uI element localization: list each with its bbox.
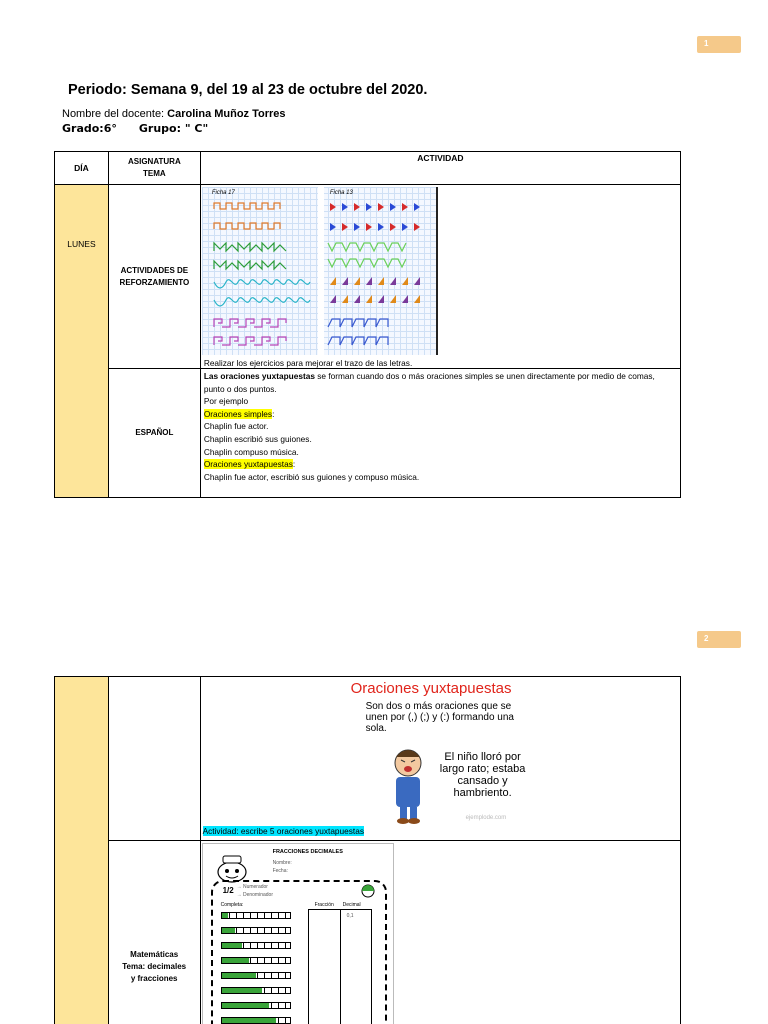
grado-label: Grado:6° xyxy=(62,122,117,135)
yuxtapuestas-label: Oraciones yuxtapuestas xyxy=(203,459,293,470)
tracing-patterns xyxy=(202,187,438,355)
fraction-example: 1/2 xyxy=(222,886,234,895)
espanol-example-label: Por ejemplo xyxy=(203,396,249,407)
half-circle-icon xyxy=(361,884,375,898)
tracing-exercise-image xyxy=(202,187,438,355)
header-dia: DÍA xyxy=(55,152,109,185)
schedule-table-2 xyxy=(54,676,681,1024)
fraction-bar xyxy=(221,942,291,949)
activity-yuxtapuestas xyxy=(200,677,680,841)
completa-label: Completa: xyxy=(220,902,244,908)
fraction-bar xyxy=(221,927,291,934)
day-cell: LUNES xyxy=(55,185,109,498)
yuxtapuestas-infographic xyxy=(346,677,546,827)
fraction-bar xyxy=(221,912,291,919)
simple-sentence-2: Chaplin escribió sus guiones. xyxy=(203,433,312,444)
header-asignatura-label: ASIGNATURA xyxy=(127,157,181,166)
activity-instruction-wrap xyxy=(203,821,364,839)
decimal-header: Decimal xyxy=(342,902,361,908)
grupo-label: Grupo: " C" xyxy=(138,122,209,135)
simple-sentence-1: Chaplin fue actor. xyxy=(203,421,269,432)
page-number-badge: 1 xyxy=(697,36,741,53)
espanol-simple-line xyxy=(204,408,677,421)
fraction-bar xyxy=(221,987,291,994)
worksheet-label-right: Ficha 13 xyxy=(329,190,353,196)
fraction-bar xyxy=(221,1017,291,1024)
header-asignatura xyxy=(108,152,200,185)
fraction-bar xyxy=(221,1002,291,1009)
subject-matematicas-line1: Matemáticas xyxy=(130,950,179,959)
fraccion-header: Fracción xyxy=(314,902,334,908)
fraction-bar-fill xyxy=(222,958,249,963)
subject-espanol: ESPAÑOL xyxy=(108,369,200,498)
infographic-example: El niño lloró por largo rato; estaba cansado y hambriento. xyxy=(439,751,526,799)
activity-reforzamiento xyxy=(200,185,680,369)
activity-espanol xyxy=(200,369,680,498)
infographic-definition: Son dos o más oraciones que se unen por (,) (;) y (:) formando una sola. xyxy=(365,701,514,734)
espanol-intro-bold: Las oraciones yuxtapuestas xyxy=(203,371,315,381)
fraction-bar-fill xyxy=(222,928,236,933)
teacher-line xyxy=(62,108,286,120)
subject-reforzamiento: ACTIVIDADES DE REFORZAMIENTO xyxy=(108,185,200,369)
page-number-badge-2: 2 xyxy=(697,631,741,648)
subject-matematicas-line2: Tema: decimales xyxy=(122,962,187,971)
denominador-label: → Denominador xyxy=(236,892,273,898)
yuxtapuesta-sentence: Chaplin fue actor, escribió sus guiones y compuso música. xyxy=(203,471,420,482)
simple-sentences-label: Oraciones simples xyxy=(203,408,273,419)
simple-sentence-3: Chaplin compuso música. xyxy=(203,446,299,457)
fraction-bar-fill xyxy=(222,1018,276,1023)
espanol-yux-line xyxy=(204,458,677,471)
subject-cell-empty xyxy=(108,677,200,841)
subject-matematicas-line3: y fracciones xyxy=(130,974,178,983)
fraction-bar xyxy=(221,972,291,979)
page-title: Periodo: Semana 9, del 19 al 23 de octubre del 2020. xyxy=(68,82,428,98)
teacher-label: Nombre del docente: xyxy=(62,108,168,120)
day-cell-2 xyxy=(55,677,109,1024)
fracciones-worksheet xyxy=(202,843,394,1024)
espanol-intro-rest: se forman cuando dos o más oraciones simples se unen directamente por medio de comas, punto o dos puntos. xyxy=(203,371,655,394)
worksheet-title: FRACCIONES DECIMALES xyxy=(272,849,343,855)
espanol-intro xyxy=(204,370,677,395)
subject-matematicas xyxy=(108,841,200,1024)
fraction-answer-table xyxy=(308,909,372,1024)
numerador-label: → Numerador xyxy=(236,884,268,890)
worksheet-nombre: Nombre: xyxy=(272,860,292,866)
fraction-bar-fill xyxy=(222,1003,270,1008)
reforzamiento-caption: Realizar los ejercicios para mejorar el trazo de las letras. xyxy=(203,358,413,368)
decimal-example: 0,1 xyxy=(346,913,354,919)
yuxtapuestas-colon: : xyxy=(292,459,296,470)
worksheet-fecha: Fecha: xyxy=(272,868,288,874)
schedule-table-1 xyxy=(54,151,681,498)
activity-instruction: Actividad: escribe 5 oraciones yuxtapuestas xyxy=(202,826,364,836)
fraction-bar-fill xyxy=(222,913,229,918)
header-actividad: ACTIVIDAD xyxy=(200,152,680,185)
simple-sentences-colon: : xyxy=(272,408,275,419)
fraction-bar xyxy=(221,957,291,964)
fraction-bar-fill xyxy=(222,988,263,993)
worksheet-label-left: Ficha 17 xyxy=(211,190,235,196)
fraction-bar-fill xyxy=(222,973,256,978)
grade-line xyxy=(62,122,230,135)
activity-matematicas xyxy=(200,841,680,1024)
header-tema-label: TEMA xyxy=(143,169,166,178)
infographic-source: ejemplode.com xyxy=(465,815,507,821)
fraction-bar-fill xyxy=(222,943,242,948)
teacher-name: Carolina Muñoz Torres xyxy=(167,108,286,120)
infographic-title: Oraciones yuxtapuestas xyxy=(350,680,512,697)
